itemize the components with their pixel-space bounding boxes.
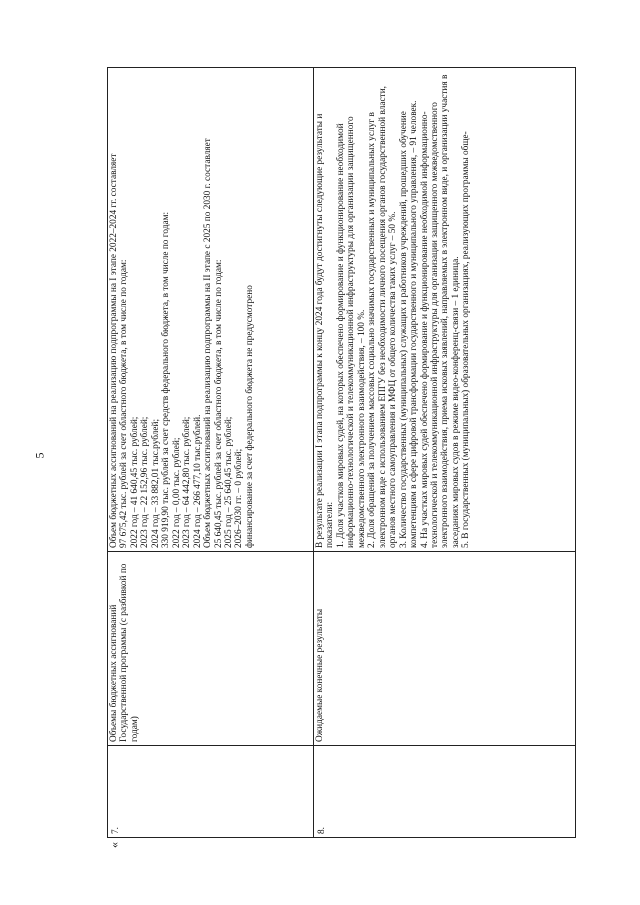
content-paragraph: 2. Доля обращений за получением массовых социально значимых государственных и муниципальных услуг в электронном виде с использованием ЕПГУ без необходимости личного посещения органов государственной власти, органов местного самоуправления и МФЦ от общего количества таких услуг – 50 %. [367,86,399,548]
content-line: 2024 год – 33 882,01 тыс.рублей; [150,418,161,548]
content-line: 2022 год – 0,00 тыс. рублей; [171,437,182,548]
content-line: 2024 год – 266 477,10 тыс.рублей. [192,414,203,548]
content-paragraph: 1. Доля участков мировых судей, на которых обеспечено формирование и функционирование необходимой информационно-технологической и телекоммуникационной инфраструктуры для организации защищенного межведомственного электронного взаимодействия, – 100 %. [335,116,367,548]
content-line: Объем бюджетных ассигнований на реализацию подпрограммы на II этапе с 2025 по 2030 г. составляет [203,138,214,548]
program-table [107,67,576,838]
content-line: 330 919,90 тыс. рублей за счет средств федерального бюджета, в том числе по годам: [161,211,172,548]
row-number: 8. [314,746,576,838]
content-line: 2023 год – 22 152,96 тыс. рублей; [140,416,151,548]
row-number: 7. [108,746,314,838]
content-paragraph: 4. На участках мировых судей обеспечено формирование и функционирование необходимой информационно-технологической и телекоммуникационной инфраструктуры для организации защищенного межведомственного электронного взаимодействия, приема исковых заявлений, направляемых в электронном виде, и организации участия в заседаниях мировых судов в режиме видео-конференц-связи – 1 единица. [419,74,461,548]
content-paragraph: 5. В государственных (муниципальных) образовательных организациях, реализующих программы обще- [461,131,472,548]
content-paragraph: В результате реализации I этапа подпрограммы к концу 2024 года будут достигнуты следующие результаты и показатели: [315,113,336,548]
table-row [314,68,576,838]
content-line: 2022 год – 41 640,45 тыс. рублей; [129,416,140,548]
table-row [108,68,314,838]
row-content [108,68,314,552]
content-paragraph: 3. Количество государственных (муниципальных) служащих и работников учреждений, прошедших обучение компетенциям в сфере цифровой трансформации государственного и муниципального управления, – 91 человек. [398,100,420,548]
content-line: 2025 год – 25 640,45 тыс. рублей; [223,416,234,548]
content-line: 2026–2030 гг. – 0 рублей; [234,448,245,548]
content-line: 97 675,42 тыс. рублей за счет областного бюджета, в том числе по годам: [119,259,130,548]
row-content [314,68,576,552]
row-label: Ожидаемые конечные результаты [314,552,576,746]
row-label: Объемы бюджетных ассигнований Государственной программы (с разбивкой по годам) [108,552,314,746]
page-number: 5 [32,452,47,459]
content-line: финансирование за счет федерального бюджета не предусмотрено [244,285,255,548]
content-line: 25 640,45 тыс. рублей за счет областного бюджета, в том числе по годам: [213,259,224,548]
content-line: Объем бюджетных ассигнований на реализацию подпрограммы на I этапе 2022–2024 гг. составляет [109,153,119,548]
document-body [107,68,577,848]
content-line: 2023 год – 64 442,80 тыс. рублей; [182,416,193,548]
opening-quote-mark: « [107,842,121,848]
